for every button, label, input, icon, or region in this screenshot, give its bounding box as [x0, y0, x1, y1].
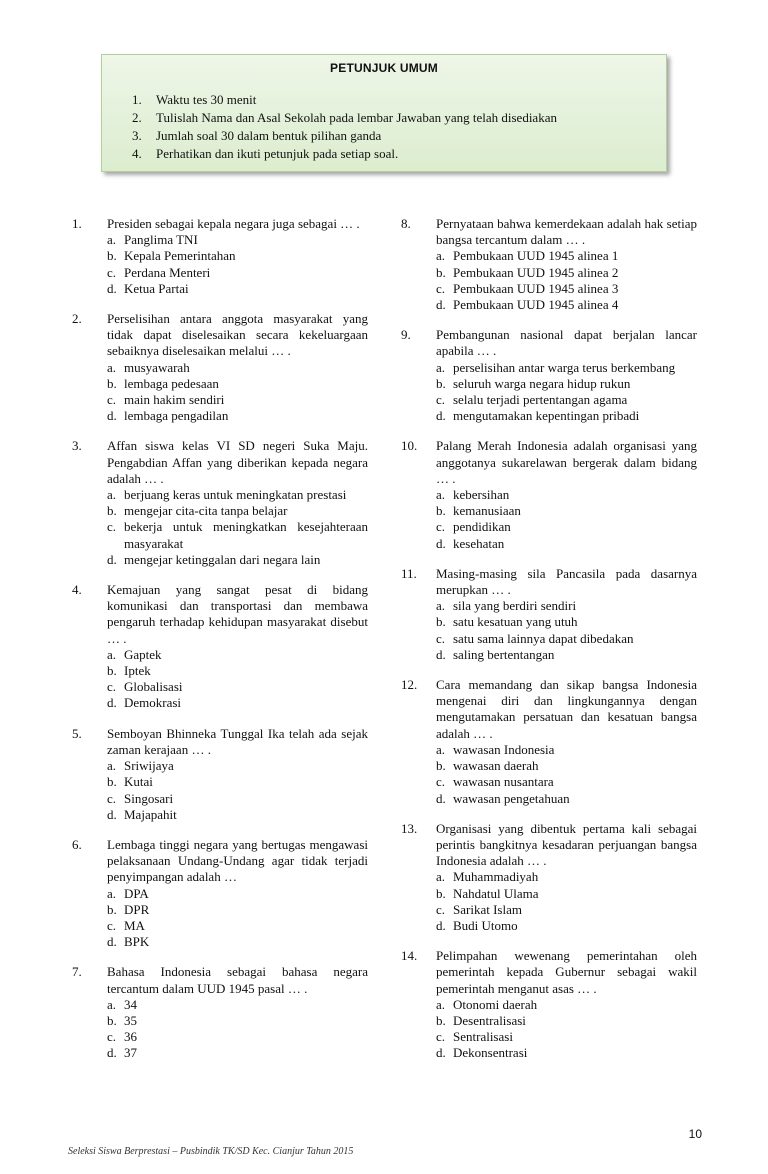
question-number: 6.	[72, 836, 82, 852]
instructions-list	[132, 91, 557, 163]
answer-option	[107, 519, 368, 551]
answer-option	[436, 536, 697, 552]
option-text: wawasan Indonesia	[453, 741, 555, 757]
option-text: kesehatan	[453, 535, 505, 551]
answer-option	[107, 1029, 368, 1045]
option-text: Singosari	[124, 790, 174, 806]
footer-text: Seleksi Siswa Berprestasi – Pusbindik TK/SD Kec. Cianjur Tahun 2015	[68, 1146, 354, 1157]
question-number: 5.	[72, 725, 82, 741]
answer-option	[436, 265, 697, 281]
answer-option	[436, 408, 697, 424]
instructions-title: PETUNJUK UMUM	[330, 61, 438, 75]
question-number: 12.	[401, 677, 418, 693]
option-text: Muhammadiyah	[453, 869, 539, 885]
answer-option	[436, 503, 697, 519]
option-text: Kepala Pemerintahan	[124, 248, 236, 264]
option-text: Pembukaan UUD 1945 alinea 4	[453, 297, 619, 313]
question-item	[72, 837, 372, 950]
option-letter: c.	[436, 1029, 446, 1045]
answer-option	[436, 902, 697, 918]
option-letter: d.	[436, 790, 446, 806]
answer-option	[436, 869, 697, 885]
question-text: Presiden sebagai kepala negara juga sebagai … .	[107, 216, 360, 231]
question-text: Organisasi yang dibentuk pertama kali sebagai perintis bangkitnya kesadaran perjuangan bangsa Indonesia adalah … .	[436, 820, 697, 869]
option-letter: c.	[107, 519, 117, 535]
question-number: 8.	[401, 216, 411, 231]
answer-option	[436, 360, 697, 376]
option-letter: d.	[436, 1045, 446, 1061]
question-item	[401, 438, 701, 551]
question-item	[401, 216, 701, 313]
answer-option	[107, 248, 368, 264]
option-text: Demokrasi	[124, 695, 182, 711]
option-text: selalu terjadi pertentangan agama	[453, 392, 628, 408]
option-letter: d.	[107, 806, 117, 822]
answer-option	[107, 934, 368, 950]
option-text: saling bertentangan	[453, 646, 555, 662]
question-column-right	[401, 216, 701, 1076]
answer-option	[107, 360, 368, 376]
question-text: Kemajuan yang sangat pesat di bidang komunikasi dan transportasi dan membawa pengaruh terhadap kehidupan masyarakat disebut … .	[107, 582, 368, 646]
option-text: Majapahit	[124, 806, 177, 822]
option-letter: c.	[436, 280, 446, 296]
question-number: 3.	[72, 438, 82, 454]
option-letter: c.	[107, 790, 117, 806]
option-text: DPA	[124, 885, 149, 901]
option-text: BPK	[124, 934, 150, 950]
question-number: 10.	[401, 438, 418, 454]
option-text: Ketua Partai	[124, 280, 189, 296]
option-text: mengutamakan kepentingan pribadi	[453, 408, 640, 424]
option-text: bekerja untuk meningkatkan kesejahteraan masyarakat	[124, 519, 368, 551]
option-text: Otonomi daerah	[453, 996, 538, 1012]
option-letter: c.	[107, 392, 117, 408]
question-text: Lembaga tinggi negara yang bertugas mengawasi pelaksanaan Undang-Undang agar tidak terjadi penyimpangan adalah …	[107, 836, 368, 885]
option-text: lembaga pedesaan	[124, 375, 219, 391]
question-text: Affan siswa kelas VI SD negeri Suka Maju. Pengabdian Affan yang diberikan kepada negara adalah … .	[107, 438, 368, 486]
page-number: 10	[688, 1127, 702, 1141]
option-letter: b.	[436, 264, 446, 280]
option-text: 37	[124, 1045, 137, 1061]
option-text: Pembukaan UUD 1945 alinea 1	[453, 248, 619, 264]
answer-option	[107, 774, 368, 790]
option-letter: c.	[107, 264, 117, 280]
option-text: mengejar ketinggalan dari negara lain	[124, 551, 321, 567]
question-number: 13.	[401, 820, 418, 836]
answer-option	[107, 791, 368, 807]
instruction-text: Jumlah soal 30 dalam bentuk pilihan ganda	[156, 128, 382, 143]
option-text: DPR	[124, 901, 150, 917]
option-letter: b.	[107, 1012, 117, 1028]
option-text: MA	[124, 917, 145, 933]
instructions-box	[101, 54, 667, 172]
question-item	[72, 726, 372, 823]
option-letter: a.	[436, 741, 446, 757]
answer-option	[436, 647, 697, 663]
option-text: sila yang berdiri sendiri	[453, 598, 577, 614]
option-letter: a.	[436, 248, 446, 264]
option-letter: b.	[107, 663, 117, 679]
option-letter: c.	[107, 917, 117, 933]
option-text: musyawarah	[124, 359, 190, 375]
option-text: seluruh warga negara hidup rukun	[453, 375, 631, 391]
instruction-item: 3. Jumlah soal 30 dalam bentuk pilihan ganda	[132, 128, 382, 143]
option-text: Desentralisasi	[453, 1012, 526, 1028]
option-text: lembaga pengadilan	[124, 408, 229, 424]
question-item	[401, 677, 701, 807]
option-letter: d.	[436, 917, 446, 933]
instruction-text: Perhatikan dan ikuti petunjuk pada setiap soal.	[156, 146, 399, 161]
answer-option	[436, 1013, 697, 1029]
option-letter: a.	[436, 869, 446, 885]
option-letter: b.	[436, 503, 446, 519]
answer-option	[107, 679, 368, 695]
option-text: Perdana Menteri	[124, 264, 211, 280]
option-text: Sarikat Islam	[453, 901, 522, 917]
question-column-left	[72, 216, 372, 1076]
option-letter: d.	[107, 551, 117, 567]
option-text: Dekonsentrasi	[453, 1045, 528, 1061]
answer-option	[436, 248, 697, 264]
option-letter: a.	[436, 487, 446, 503]
answer-option	[436, 758, 697, 774]
question-number: 7.	[72, 964, 82, 980]
option-letter: d.	[436, 646, 446, 662]
option-text: Nahdatul Ulama	[453, 885, 539, 901]
answer-option	[107, 376, 368, 392]
question-number: 9.	[401, 327, 411, 343]
question-text: Pelimpahan wewenang pemerintahan oleh pemerintah kepada Gubernur sebagai wakil pemerintah menganut asas … .	[436, 948, 697, 996]
option-letter: c.	[436, 630, 446, 646]
option-letter: a.	[107, 646, 117, 662]
answer-option	[107, 918, 368, 934]
answer-option	[107, 807, 368, 823]
option-text: pendidikan	[453, 519, 511, 535]
option-text: Sriwijaya	[124, 758, 174, 774]
option-text: berjuang keras untuk meningkatan prestasi	[124, 487, 347, 503]
question-item	[72, 311, 372, 424]
option-text: Panglima TNI	[124, 232, 198, 248]
option-letter: a.	[107, 359, 117, 375]
answer-option	[436, 1045, 697, 1061]
question-number: 1.	[72, 216, 82, 231]
answer-option	[107, 997, 368, 1013]
answer-option	[436, 281, 697, 297]
question-text: Palang Merah Indonesia adalah organisasi yang anggotanya sukarelawan bergerak dalam bidang … .	[436, 438, 697, 486]
option-letter: a.	[436, 598, 446, 614]
option-letter: c.	[107, 679, 117, 695]
question-text: Pernyataan bahwa kemerdekaan adalah hak setiap bangsa tercantum dalam … .	[436, 216, 697, 248]
question-item	[72, 438, 372, 568]
answer-option	[107, 1013, 368, 1029]
question-item	[401, 327, 701, 424]
answer-option	[107, 886, 368, 902]
option-text: wawasan nusantara	[453, 774, 554, 790]
option-text: satu kesatuan yang utuh	[453, 614, 578, 630]
instruction-item: 1. Waktu tes 30 menit	[132, 92, 257, 107]
option-letter: d.	[436, 408, 446, 424]
instruction-item: 2. Tulislah Nama dan Asal Sekolah pada lembar Jawaban yang telah disediakan	[132, 110, 557, 125]
answer-option	[107, 503, 368, 519]
answer-option	[436, 886, 697, 902]
question-text: Cara memandang dan sikap bangsa Indonesia mengenai diri dan lingkungannya dengan mengutamakan persatuan dan kesatuan bangsa adalah … .	[436, 677, 697, 741]
question-text: Perselisihan antara anggota masyarakat yang tidak dapat diselesaikan secara kekeluargaan sebaiknya diselesaikan melalui … .	[107, 311, 368, 359]
option-text: 36	[124, 1029, 137, 1045]
question-text: Bahasa Indonesia sebagai bahasa negara tercantum dalam UUD 1945 pasal … .	[107, 964, 368, 996]
option-letter: a.	[107, 996, 117, 1012]
instruction-text: Tulislah Nama dan Asal Sekolah pada lembar Jawaban yang telah disediakan	[156, 110, 557, 125]
option-letter: c.	[436, 519, 446, 535]
option-text: kemanusiaan	[453, 503, 521, 519]
answer-option	[436, 997, 697, 1013]
answer-option	[436, 774, 697, 790]
answer-option	[107, 392, 368, 408]
answer-option	[436, 742, 697, 758]
option-letter: b.	[107, 774, 117, 790]
answer-option	[107, 232, 368, 248]
answer-option	[436, 918, 697, 934]
question-text: Semboyan Bhinneka Tunggal Ika telah ada sejak zaman kerajaan … .	[107, 725, 368, 757]
answer-option	[436, 598, 697, 614]
option-text: mengejar cita-cita tanpa belajar	[124, 503, 288, 519]
option-letter: b.	[107, 375, 117, 391]
answer-option	[436, 392, 697, 408]
question-item	[401, 566, 701, 663]
option-text: Budi Utomo	[453, 917, 518, 933]
option-text: wawasan pengetahuan	[453, 790, 570, 806]
answer-option	[107, 265, 368, 281]
option-letter: a.	[107, 885, 117, 901]
option-letter: c.	[436, 901, 446, 917]
option-letter: b.	[107, 503, 117, 519]
instruction-text: Waktu tes 30 menit	[156, 92, 257, 107]
option-letter: b.	[436, 375, 446, 391]
answer-option	[107, 487, 368, 503]
option-letter: d.	[107, 408, 117, 424]
answer-option	[107, 695, 368, 711]
option-letter: d.	[436, 297, 446, 313]
option-letter: c.	[436, 392, 446, 408]
question-item	[401, 948, 701, 1061]
option-letter: a.	[107, 758, 117, 774]
answer-option	[107, 408, 368, 424]
option-letter: d.	[107, 280, 117, 296]
answer-option	[107, 647, 368, 663]
option-text: kebersihan	[453, 487, 510, 503]
option-letter: d.	[107, 934, 117, 950]
option-letter: d.	[107, 695, 117, 711]
answer-option	[436, 614, 697, 630]
option-text: Globalisasi	[124, 679, 183, 695]
question-number: 4.	[72, 582, 82, 598]
answer-option	[107, 663, 368, 679]
question-item	[72, 582, 372, 712]
option-letter: a.	[436, 996, 446, 1012]
option-text: Pembukaan UUD 1945 alinea 3	[453, 280, 619, 296]
option-letter: c.	[107, 1029, 117, 1045]
option-text: Gaptek	[124, 646, 162, 662]
option-text: satu sama lainnya dapat dibedakan	[453, 630, 634, 646]
option-letter: a.	[436, 359, 446, 375]
option-letter: b.	[436, 614, 446, 630]
option-letter: b.	[107, 248, 117, 264]
question-number: 11.	[401, 565, 417, 581]
option-letter: d.	[107, 1045, 117, 1061]
option-text: 34	[124, 996, 137, 1012]
option-letter: b.	[436, 1012, 446, 1028]
option-letter: d.	[436, 535, 446, 551]
instruction-item: 4. Perhatikan dan ikuti petunjuk pada setiap soal.	[132, 146, 399, 161]
answer-option	[436, 1029, 697, 1045]
option-letter: a.	[107, 487, 117, 503]
option-text: Iptek	[124, 663, 151, 679]
question-item	[401, 821, 701, 934]
question-text: Masing-masing sila Pancasila pada dasarnya merupkan … .	[436, 565, 697, 598]
answer-option	[107, 552, 368, 568]
answer-option	[436, 631, 697, 647]
question-item	[72, 216, 372, 297]
option-text: perselisihan antar warga terus berkembang	[453, 359, 676, 375]
option-letter: b.	[436, 885, 446, 901]
question-text: Pembangunan nasional dapat berjalan lancar apabila … .	[436, 327, 697, 359]
answer-option	[436, 376, 697, 392]
question-item	[72, 964, 372, 1061]
answer-option	[107, 1045, 368, 1061]
option-text: wawasan daerah	[453, 758, 539, 774]
option-text: 35	[124, 1012, 137, 1028]
option-text: Sentralisasi	[453, 1029, 513, 1045]
option-text: Kutai	[124, 774, 153, 790]
answer-option	[436, 297, 697, 313]
option-letter: b.	[436, 758, 446, 774]
option-letter: b.	[107, 901, 117, 917]
answer-option	[107, 902, 368, 918]
answer-option	[107, 758, 368, 774]
answer-option	[436, 519, 697, 535]
answer-option	[436, 487, 697, 503]
answer-option	[107, 281, 368, 297]
answer-option	[436, 791, 697, 807]
question-number: 14.	[401, 948, 418, 964]
option-letter: a.	[107, 232, 117, 248]
question-number: 2.	[72, 311, 82, 327]
option-letter: c.	[436, 774, 446, 790]
option-text: main hakim sendiri	[124, 392, 225, 408]
option-text: Pembukaan UUD 1945 alinea 2	[453, 264, 619, 280]
